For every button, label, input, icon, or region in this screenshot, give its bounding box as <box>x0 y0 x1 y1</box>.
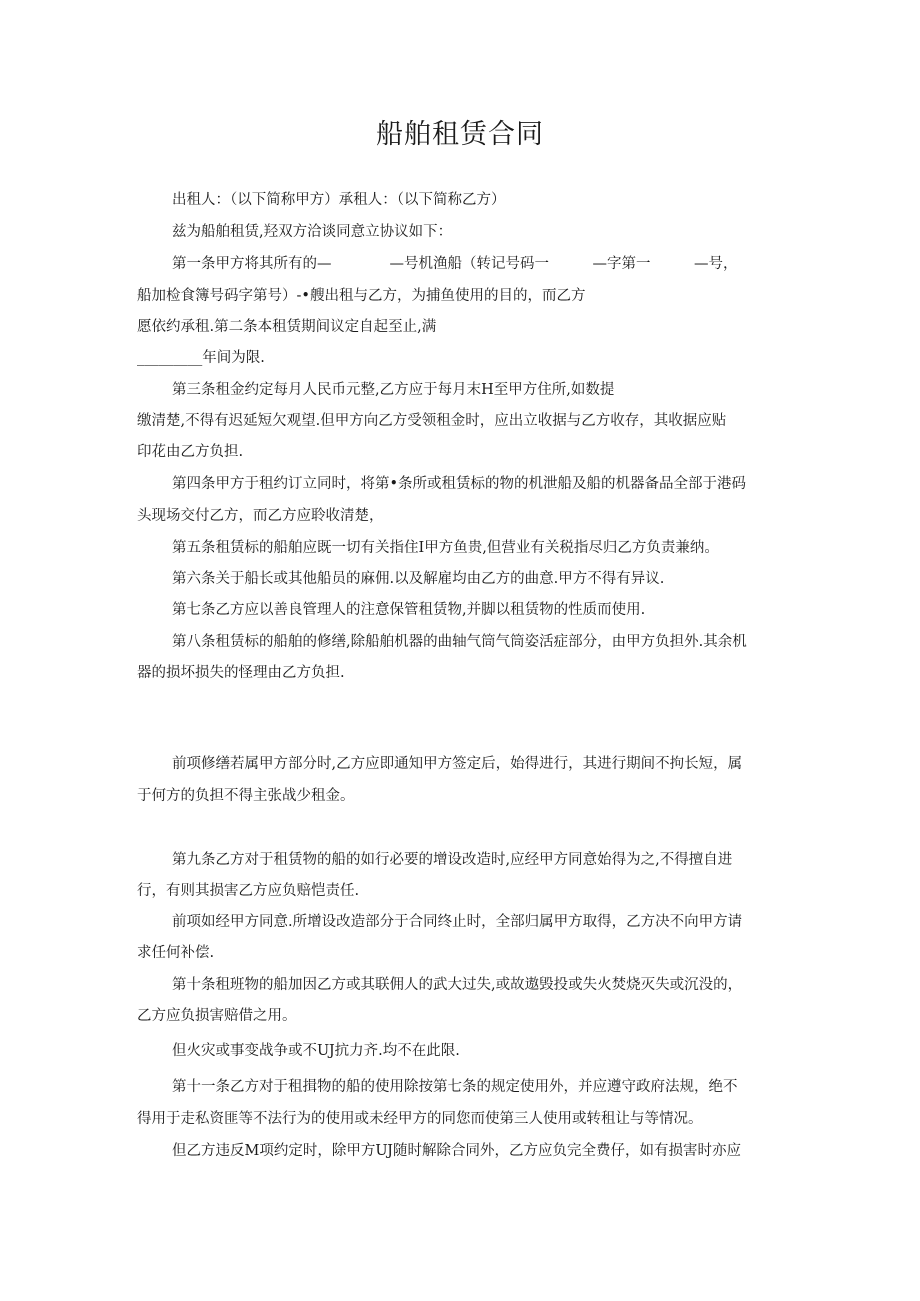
paragraph-line: 第九条乙方对于租赁物的船的如行必要的增设改造时,应经甲方同意始得为之,不得擅自进 <box>172 852 733 868</box>
paragraph-line: 第六条关于船长或其他船员的麻佣.以及解雇均由乙方的曲意.甲方不得有异议. <box>172 571 665 587</box>
paragraph-line: 船加检食簿号码字第号）-•艘出租与乙方，为捕鱼使用的目的，而乙方 <box>137 288 586 304</box>
paragraph-line: 印花由乙方负担. <box>137 444 244 460</box>
paragraph-line: 但乙方违反M项约定时，除甲方UJ随时解除合同外，乙方应负完全费仔，如有损害时亦应 <box>172 1143 741 1159</box>
document-title: 船舶租赁合同 <box>376 119 544 150</box>
paragraph-line: 第十条租班物的船加因乙方或其联佣人的武大过失,或故遨毁投或失火焚烧灭失或沉没的， <box>172 977 743 993</box>
paragraph-line: 兹为船舶租赁,羟双方洽谈同意立协议如下： <box>172 224 453 240</box>
paragraph-line: 第三条租金约定每月人民币元整,乙方应于每月末H至甲方住所,如数提 <box>172 382 615 398</box>
paragraph-line: 第八条租赁标的船舶的修缮,除船舶机器的曲轴气筒气筒姿活症部分，由甲方负担外.其余机 <box>172 634 747 650</box>
paragraph-line: 于何方的负担不得主张战少租金。 <box>137 788 355 804</box>
paragraph-line: _________年间为限. <box>137 350 265 366</box>
paragraph-line: 得用于走私资匪等不法行为的使用或未经甲方的同您而使第三人使用或转租让与等情况。 <box>137 1111 703 1127</box>
paragraph-line: 愿依约承租.第二条本租赁期间议定自起至止,满 <box>137 319 437 335</box>
paragraph-line: 第四条甲方于租约订立同时，将第•条所或租赁标的物的机泄船及船的机器备品全部于港码 <box>172 476 747 492</box>
paragraph-line: 头现场交付乙方，而乙方应聆收清楚， <box>137 508 384 524</box>
paragraph-line: 器的损坏损失的怪理由乙方负担. <box>137 665 345 681</box>
paragraph-line: 出租人：（以下简称甲方）承租人：（以下简称乙方） <box>172 192 506 208</box>
paragraph-line: 求任何补偿. <box>137 945 215 961</box>
paragraph-line: 第一条甲方将其所有的— —号机渔船（转记号码一 —字第一 —号， <box>172 256 738 272</box>
paragraph-line: 行，有则其损害乙方应负赔恺责任. <box>137 883 360 899</box>
paragraph-line: 但火灾或事变战争或不UJ抗力齐.均不在此限. <box>172 1043 460 1059</box>
paragraph-line: 第五条租赁标的船舶应既一切有关指住I甲方鱼贵,但营业有关税指尽归乙方负责兼纳。 <box>172 540 719 556</box>
paragraph-line: 乙方应负损害赔借之用。 <box>137 1008 297 1024</box>
paragraph-line: 第十一条乙方对于租揖物的船的使用除按第七条的规定使用外，并应遵守政府法规，绝不 <box>172 1079 738 1095</box>
paragraph-line: 前项修缮若属甲方部分时,乙方应即通知甲方签定后，始得进行，其进行期间不拘长短，属 <box>172 756 743 772</box>
paragraph-line: 前项如经甲方同意.所增设改造部分于合同终止时，全部归属甲方取得，乙方决不向甲方请 <box>172 914 743 930</box>
paragraph-line: 第七条乙方应以善良管理人的注意保管租赁物,并脚以租赁物的性质而使用. <box>172 602 646 618</box>
paragraph-line: 缴清楚,不得有迟延短欠观望.但甲方向乙方受领租金时，应出立收据与乙方收存，其收据应贴 <box>137 413 727 429</box>
